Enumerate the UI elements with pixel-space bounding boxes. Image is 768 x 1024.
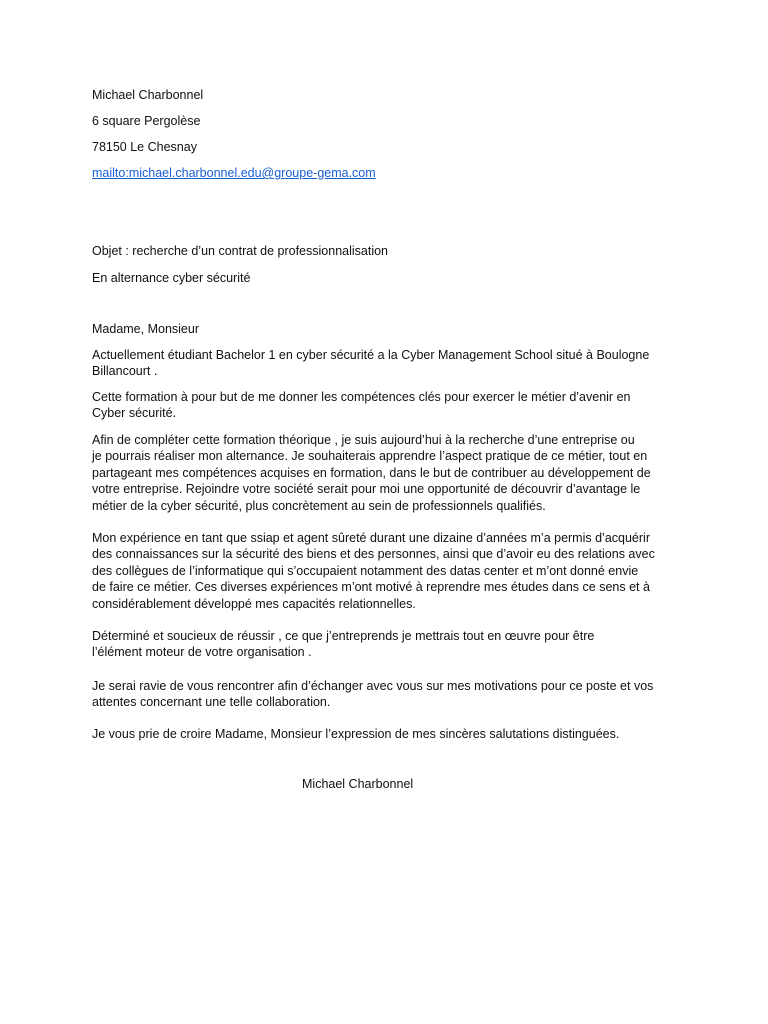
paragraph-line: Afin de compléter cette formation théorique , je suis aujourd’hui à la recherche d’une entreprise ou bbox=[92, 433, 635, 447]
paragraph-formation bbox=[92, 389, 680, 422]
paragraph-line: considérablement développé mes capacités relationnelles. bbox=[92, 596, 416, 611]
paragraph-line: partageant mes compétences acquises en formation, dans le but de contribuer au développement de bbox=[92, 465, 651, 480]
paragraph-line: Je vous prie de croire Madame, Monsieur l’expression de mes sincères salutations distinguées. bbox=[92, 727, 620, 741]
paragraph-line: attentes concernant une telle collaboration. bbox=[92, 695, 331, 710]
subject-detail-line: En alternance cyber sécurité bbox=[92, 271, 251, 285]
subject-line: Objet : recherche d’un contrat de professionnalisation bbox=[92, 244, 389, 258]
paragraph-line: votre entreprise. Rejoindre votre société serait pour moi une opportunité de découvrir d’avantage le bbox=[92, 482, 641, 497]
paragraph-line: des connaissances sur la sécurité des biens et des personnes, ainsi que d’avoir eu des relations avec bbox=[92, 547, 655, 562]
paragraph-line: Je serai ravie de vous rencontrer afin d’échanger avec vous sur mes motivations pour ce poste et vos bbox=[92, 679, 654, 693]
sender-city: 78150 Le Chesnay bbox=[92, 140, 197, 154]
paragraph-line: je pourrais réaliser mon alternance. Je souhaiterais apprendre l’aspect pratique de ce métier, tout en bbox=[92, 449, 648, 464]
paragraph-alternance bbox=[92, 432, 680, 514]
sender-email-link[interactable]: mailto:michael.charbonnel.edu@groupe-gema.com bbox=[92, 166, 376, 180]
paragraph-motivation bbox=[92, 628, 680, 661]
paragraph-meeting bbox=[92, 678, 680, 711]
salutation: Madame, Monsieur bbox=[92, 322, 199, 336]
paragraph-line: métier de la cyber sécurité, plus concrètement au sein de professionnels qualifiés. bbox=[92, 498, 546, 513]
paragraph-line: de faire ce métier. Ces diverses expériences m’ont motivé à reprendre mes études dans ce sens et à bbox=[92, 580, 650, 595]
paragraph-line: Déterminé et soucieux de réussir , ce que j’entreprends je mettrais tout en œuvre pour être bbox=[92, 629, 595, 643]
paragraph-line: Cette formation à pour but de me donner les compétences clés pour exercer le métier d’avenir en bbox=[92, 390, 631, 404]
sender-name: Michael Charbonnel bbox=[92, 88, 204, 102]
paragraph-experience bbox=[92, 530, 680, 612]
paragraph-line: Billancourt . bbox=[92, 364, 158, 379]
paragraph-closing bbox=[92, 726, 680, 742]
paragraph-line: l’élément moteur de votre organisation . bbox=[92, 645, 312, 660]
paragraph-line: Cyber sécurité. bbox=[92, 406, 177, 421]
paragraph-line: des collègues de l’informatique qui s’occupaient notamment des datas center et m’ont donné envie bbox=[92, 563, 639, 578]
paragraph-line: Actuellement étudiant Bachelor 1 en cyber sécurité a la Cyber Management School situé à Boulogne bbox=[92, 348, 650, 362]
sender-street: 6 square Pergolèse bbox=[92, 114, 201, 128]
paragraph-line: Mon expérience en tant que ssiap et agent sûreté durant une dizaine d’années m’a permis d’acquérir bbox=[92, 531, 650, 545]
paragraph-intro bbox=[92, 347, 680, 380]
signature: Michael Charbonnel bbox=[302, 777, 414, 791]
